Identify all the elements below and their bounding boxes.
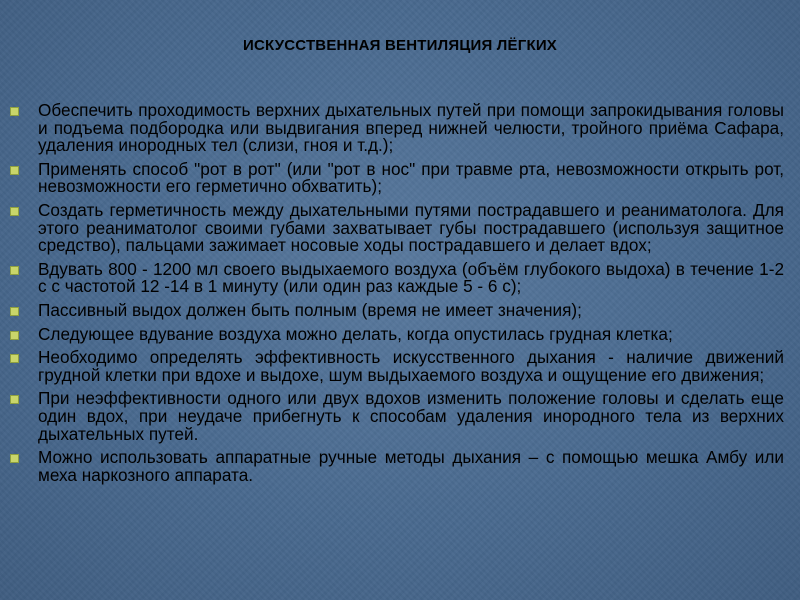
- list-item-text: Применять способ "рот в рот" (или "рот в нос" при травме рта, невозможности открыть рот, невозможности его герметично обхватить);: [38, 158, 784, 197]
- list-item-text: Создать герметичность между дыхательными путями пострадавшего и реаниматолога. Для этого реаниматолог своими губами захватывает губы пострадавшего (используя защитное средство), пальцами зажимает носовые ходы пострадавшего и делает вдох;: [38, 199, 784, 256]
- list-item: [10, 390, 784, 443]
- list-item-text: Обеспечить проходимость верхних дыхательных путей при помощи запрокидывания головы и подъема подбородка или выдвигания вперед нижней челюсти, тройного приёма Сафара, удаления инородных тел (слизи, гноя и т.д.);: [38, 100, 784, 156]
- square-bullet-icon: [10, 331, 19, 340]
- bullet-list: [10, 102, 784, 490]
- list-item: [10, 323, 784, 344]
- list-item: [10, 158, 784, 197]
- list-item: [10, 299, 784, 320]
- list-item: [10, 449, 784, 484]
- square-bullet-icon: [10, 307, 19, 316]
- list-item: [10, 102, 784, 155]
- square-bullet-icon: [10, 454, 19, 463]
- slide-title: ИСКУССТВЕННАЯ ВЕНТИЛЯЦИЯ ЛЁГКИХ: [242, 37, 558, 54]
- square-bullet-icon: [10, 107, 19, 116]
- list-item: [10, 349, 784, 384]
- list-item-text: Можно использовать аппаратные ручные методы дыхания – с помощью мешка Амбу или меха наркозного аппарата.: [38, 447, 784, 485]
- list-item: [10, 258, 784, 297]
- list-item-text: Пассивный выдох должен быть полным (время не имеет значения);: [38, 299, 582, 320]
- list-item-text: При неэффективности одного или двух вдохов изменить положение головы и сделать еще один вдох, при неудаче прибегнуть к способам удаления инородного тела из верхних дыхательных путей.: [38, 388, 784, 444]
- square-bullet-icon: [10, 166, 19, 175]
- list-item: [10, 199, 784, 256]
- list-item-text: Вдувать 800 - 1200 мл своего выдыхаемого воздуха (объём глубокого выдоха) в течение 1-2 с с частотой 12 -14 в 1 минуту (или один раз каждые 5 - 6 с);: [38, 258, 784, 297]
- square-bullet-icon: [10, 266, 19, 275]
- list-item-text: Необходимо определять эффективность искусственного дыхания - наличие движений грудной клетки при вдохе и выдохе, шум выдыхаемого воздуха и ощущение его движения;: [38, 347, 784, 385]
- square-bullet-icon: [10, 207, 19, 216]
- square-bullet-icon: [10, 354, 19, 363]
- square-bullet-icon: [10, 395, 19, 404]
- list-item-text: Следующее вдувание воздуха можно делать, когда опустилась грудная клетка;: [38, 323, 673, 344]
